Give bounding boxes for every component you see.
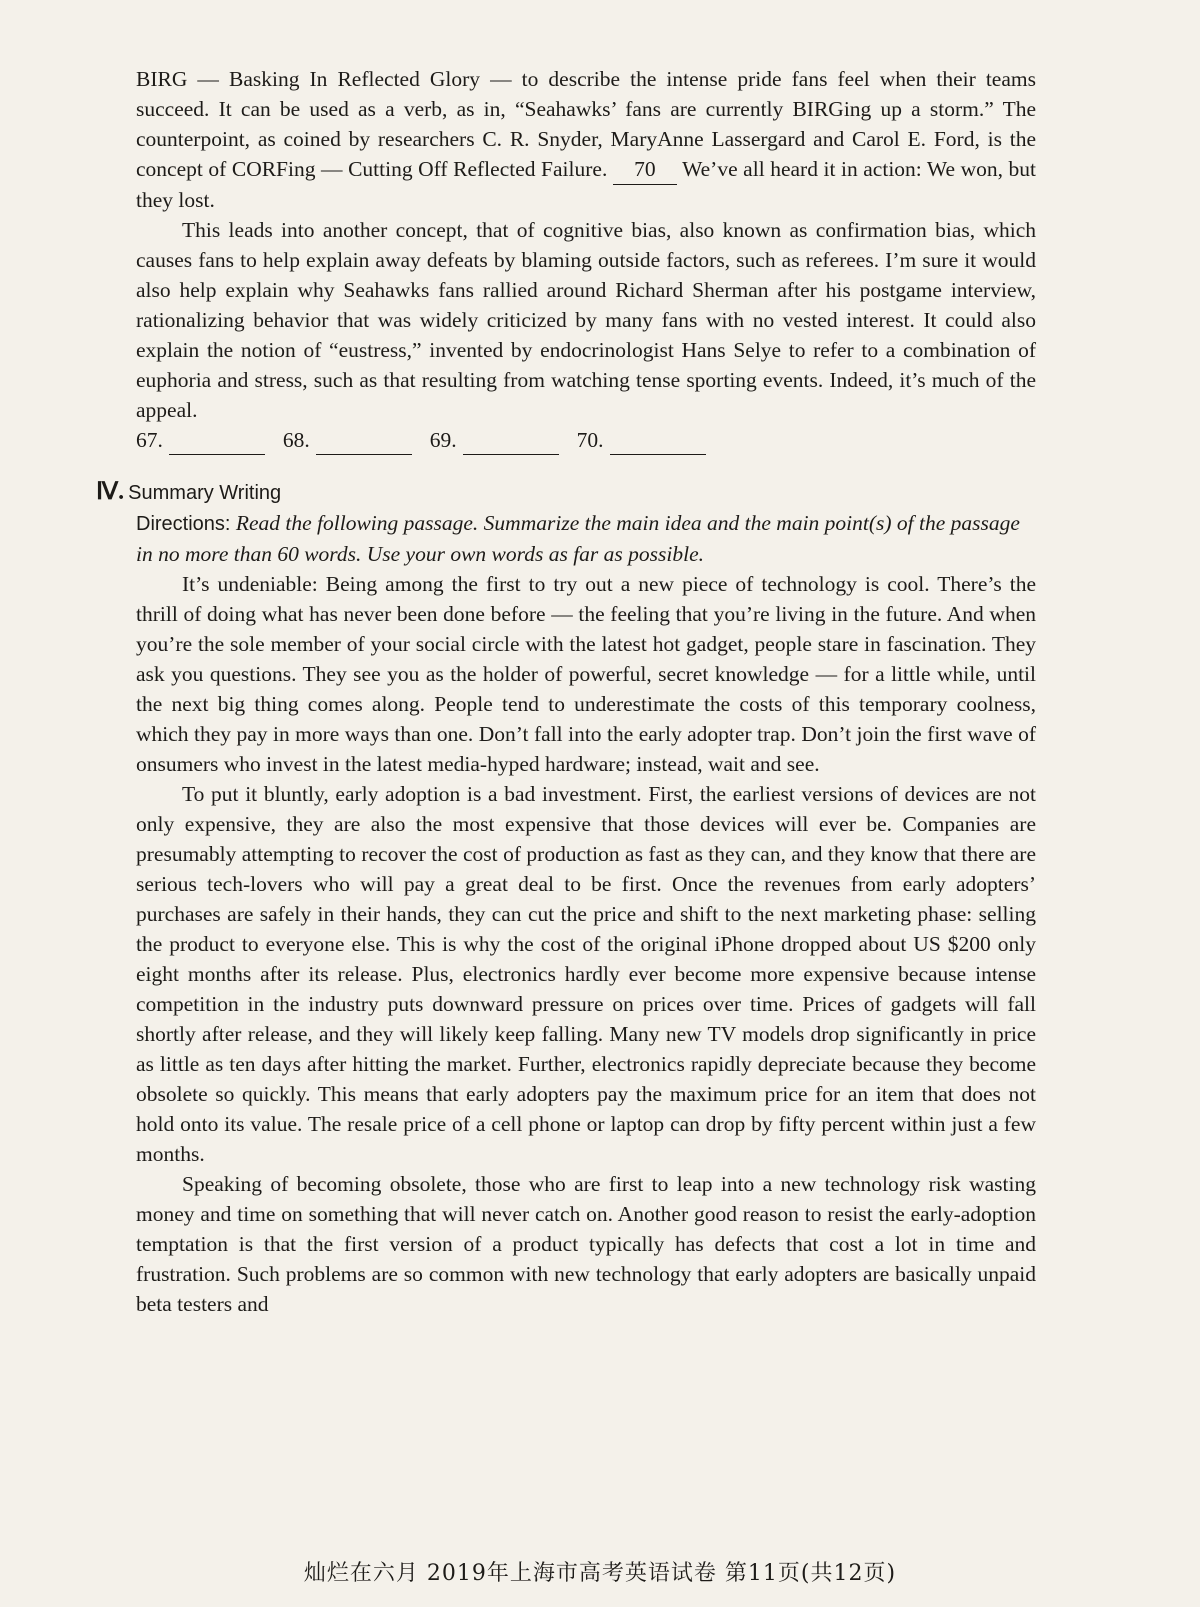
answer-label: 69. [429, 428, 457, 452]
page-content [96, 64, 1037, 1319]
blank-70[interactable]: 70 [613, 154, 677, 185]
answer-blanks [136, 425, 1036, 455]
directions-label: Directions: [136, 513, 231, 535]
section-heading [96, 477, 1036, 508]
answer-68[interactable] [283, 425, 412, 455]
passage-end-paragraph-1 [136, 64, 1036, 215]
p1-text-before: BIRG — Basking In Reflected Glory — to describe the intense pride fans feel when their teams succeed. It can be used as a verb, as in, “Seahawks’ fans are currently BIRGing up a storm.” The counterpoint, as coined by researchers C. R. Snyder, MaryAnne Lassergard and Carol E. Ford, is the concept of CORFing — Cutting Off Reflected Failure. [136, 67, 1036, 181]
answer-label: 68. [282, 428, 310, 452]
passage-end-paragraph-2: This leads into another concept, that of cognitive bias, also known as confirmation bias, which causes fans to help explain away defeats by blaming outside factors, such as referees. I’m sure it would also help explain why Seahawks fans rallied around Richard Sherman after his postgame interview, rationalizing behavior that was widely criticized by many fans with no vested interest. It could also explain the notion of “eustress,” invented by endocrinologist Hans Selye to refer to a combination of euphoria and stress, such as that resulting from watching tense sporting events. Indeed, it’s much of the appeal. [136, 218, 1036, 422]
directions [136, 508, 1036, 569]
answer-line[interactable] [610, 432, 706, 455]
passage-paragraph-2: To put it bluntly, early adoption is a bad investment. First, the earliest versions of devices are not only expensive, they are also the most expensive that those devices will ever be. Companies are presumably attempting to recover the cost of production as fast as they can, and they know that there are serious tech-lovers who will pay a great deal to be first. Once the revenues from early adopters’ purchases are safely in their hands, they can cut the price and shift to the next marketing phase: selling the product to everyone else. This is why the cost of the original iPhone dropped about US $200 only eight months after its release. Plus, electronics hardly ever become more expensive because intense competition in the industry puts downward pressure on prices over time. Prices of gadgets will fall shortly after release, and they will likely keep falling. Many new TV models drop significantly in price as little as ten days after hitting the market. Further, electronics rapidly depreciate because they become obsolete so quickly. This means that early adopters pay the maximum price for an item that does not hold onto its value. The resale price of a cell phone or laptop can drop by fifty percent within just a few months. [136, 782, 1036, 1166]
page-footer: 灿烂在六月 2019年上海市高考英语试卷 第11页(共12页) [303, 1561, 897, 1586]
answer-line[interactable] [169, 432, 265, 455]
answer-69[interactable] [430, 425, 559, 455]
section-title: Summary Writing [128, 482, 282, 504]
answer-label: 70. [576, 428, 604, 452]
answer-line[interactable] [463, 432, 559, 455]
directions-text: Read the following passage. Summarize the main idea and the main point(s) of the passage in no more than 60 words. Use your own words as far as possible. [136, 511, 1020, 566]
answer-line[interactable] [316, 432, 412, 455]
p1-text-after: We’ve all heard it in action: We won, but they lost. [136, 157, 1037, 212]
answer-label: 67. [136, 428, 163, 452]
answer-67[interactable] [136, 425, 265, 455]
answer-70[interactable] [577, 425, 706, 455]
passage-paragraph-3: Speaking of becoming obsolete, those who are first to leap into a new technology risk wasting money and time on something that will never catch on. Another good reason to resist the early-adoption temptation is that the first version of a product typically has defects that cost a lot in time and frustration. Such problems are so common with new technology that early adopters are basically unpaid beta testers and [136, 1172, 1036, 1316]
passage-paragraph-1: It’s undeniable: Being among the first to try out a new piece of technology is cool. There’s the thrill of doing what has never been done before — the feeling that you’re living in the future. And when you’re the sole member of your social circle with the latest hot gadget, people stare in fascination. They ask you questions. They see you as the holder of powerful, secret knowledge — for a little while, until the next big thing comes along. People tend to underestimate the costs of this temporary coolness, which they pay in more ways than one. Don’t fall into the early adopter trap. Don’t join the first wave of onsumers who invest in the latest media-hyped hardware; instead, wait and see. [136, 572, 1036, 776]
section-number: Ⅳ. [96, 479, 125, 505]
